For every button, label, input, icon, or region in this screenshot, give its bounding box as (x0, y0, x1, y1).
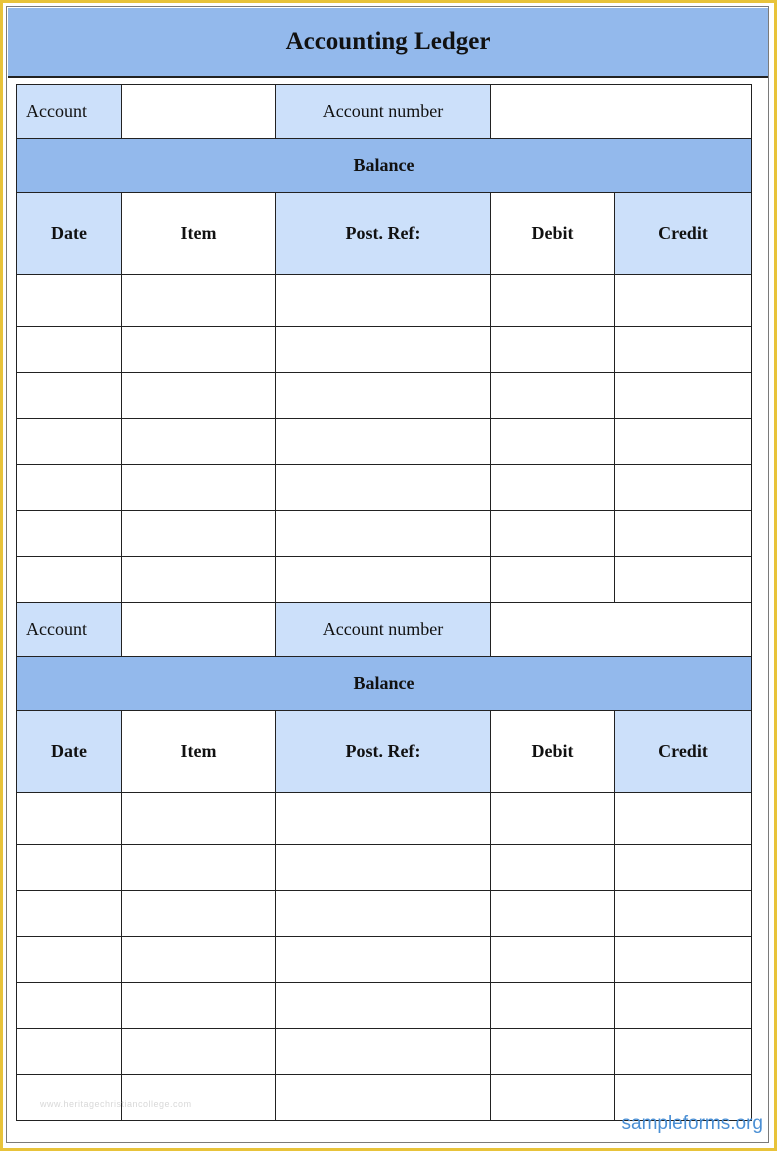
cell-post-ref[interactable] (276, 557, 491, 603)
cell-date[interactable] (17, 937, 122, 983)
cell-credit[interactable] (615, 1029, 752, 1075)
cell-date[interactable] (17, 891, 122, 937)
cell-credit[interactable] (615, 465, 752, 511)
cell-post-ref[interactable] (276, 845, 491, 891)
table-row (17, 419, 752, 465)
cell-post-ref[interactable] (276, 983, 491, 1029)
cell-post-ref[interactable] (276, 327, 491, 373)
table-row (17, 937, 752, 983)
cell-item[interactable] (122, 327, 276, 373)
cell-date[interactable] (17, 793, 122, 845)
cell-debit[interactable] (491, 373, 615, 419)
account-number-label: Account number (276, 603, 491, 657)
table-row (17, 275, 752, 327)
cell-debit[interactable] (491, 419, 615, 465)
cell-debit[interactable] (491, 845, 615, 891)
account-row (17, 603, 752, 657)
cell-post-ref[interactable] (276, 419, 491, 465)
account-label: Account (17, 603, 122, 657)
balance-header: Balance (17, 657, 752, 711)
cell-credit[interactable] (615, 511, 752, 557)
table-row (17, 983, 752, 1029)
cell-post-ref[interactable] (276, 891, 491, 937)
cell-post-ref[interactable] (276, 511, 491, 557)
brand-link[interactable]: sampleforms.org (621, 1113, 763, 1134)
cell-post-ref[interactable] (276, 275, 491, 327)
balance-row (17, 139, 752, 193)
cell-date[interactable] (17, 373, 122, 419)
account-field[interactable] (122, 85, 276, 139)
account-label: Account (17, 85, 122, 139)
table-row (17, 465, 752, 511)
cell-post-ref[interactable] (276, 373, 491, 419)
table-row (17, 845, 752, 891)
col-post-ref: Post. Ref: (276, 711, 491, 793)
cell-credit[interactable] (615, 891, 752, 937)
cell-item[interactable] (122, 983, 276, 1029)
account-number-label: Account number (276, 85, 491, 139)
col-date: Date (17, 193, 122, 275)
ledger-table (16, 84, 752, 1121)
cell-debit[interactable] (491, 465, 615, 511)
cell-debit[interactable] (491, 275, 615, 327)
cell-item[interactable] (122, 1029, 276, 1075)
cell-debit[interactable] (491, 557, 615, 603)
cell-credit[interactable] (615, 419, 752, 465)
cell-date[interactable] (17, 983, 122, 1029)
table-row (17, 891, 752, 937)
cell-item[interactable] (122, 275, 276, 327)
table-row (17, 793, 752, 845)
balance-header: Balance (17, 139, 752, 193)
col-date: Date (17, 711, 122, 793)
cell-item[interactable] (122, 373, 276, 419)
account-field[interactable] (122, 603, 276, 657)
cell-debit[interactable] (491, 327, 615, 373)
table-row (17, 327, 752, 373)
cell-credit[interactable] (615, 557, 752, 603)
cell-post-ref[interactable] (276, 793, 491, 845)
cell-debit[interactable] (491, 891, 615, 937)
cell-post-ref[interactable] (276, 1029, 491, 1075)
cell-debit[interactable] (491, 983, 615, 1029)
col-credit: Credit (615, 711, 752, 793)
col-post-ref: Post. Ref: (276, 193, 491, 275)
cell-post-ref[interactable] (276, 937, 491, 983)
col-item: Item (122, 193, 276, 275)
cell-credit[interactable] (615, 373, 752, 419)
cell-debit[interactable] (491, 793, 615, 845)
cell-credit[interactable] (615, 327, 752, 373)
cell-date[interactable] (17, 845, 122, 891)
table-row (17, 511, 752, 557)
cell-credit[interactable] (615, 845, 752, 891)
col-credit: Credit (615, 193, 752, 275)
column-header-row (17, 711, 752, 793)
cell-credit[interactable] (615, 983, 752, 1029)
cell-debit[interactable] (491, 511, 615, 557)
cell-item[interactable] (122, 891, 276, 937)
cell-credit[interactable] (615, 275, 752, 327)
cell-item[interactable] (122, 793, 276, 845)
cell-date[interactable] (17, 557, 122, 603)
cell-item[interactable] (122, 845, 276, 891)
cell-debit[interactable] (491, 937, 615, 983)
cell-credit[interactable] (615, 793, 752, 845)
cell-item[interactable] (122, 511, 276, 557)
cell-date[interactable] (17, 327, 122, 373)
cell-credit[interactable] (615, 937, 752, 983)
account-row (17, 85, 752, 139)
watermark: www.heritagechristiancollege.com (40, 1099, 192, 1109)
page-title: Accounting Ledger (8, 8, 768, 78)
cell-post-ref[interactable] (276, 465, 491, 511)
cell-item[interactable] (122, 465, 276, 511)
cell-date[interactable] (17, 1075, 122, 1121)
account-number-field[interactable] (491, 603, 752, 657)
cell-date[interactable] (17, 511, 122, 557)
cell-item[interactable] (122, 937, 276, 983)
col-debit: Debit (491, 711, 615, 793)
table-row (17, 1029, 752, 1075)
cell-item[interactable] (122, 557, 276, 603)
cell-item[interactable] (122, 1075, 276, 1121)
cell-debit[interactable] (491, 1029, 615, 1075)
table-row (17, 373, 752, 419)
cell-date[interactable] (17, 275, 122, 327)
cell-date[interactable] (17, 1029, 122, 1075)
cell-post-ref[interactable] (276, 1075, 491, 1121)
col-debit: Debit (491, 193, 615, 275)
column-header-row (17, 193, 752, 275)
cell-date[interactable] (17, 419, 122, 465)
account-number-field[interactable] (491, 85, 752, 139)
cell-debit[interactable] (491, 1075, 615, 1121)
balance-row (17, 657, 752, 711)
col-item: Item (122, 711, 276, 793)
cell-date[interactable] (17, 465, 122, 511)
cell-item[interactable] (122, 419, 276, 465)
table-row (17, 557, 752, 603)
